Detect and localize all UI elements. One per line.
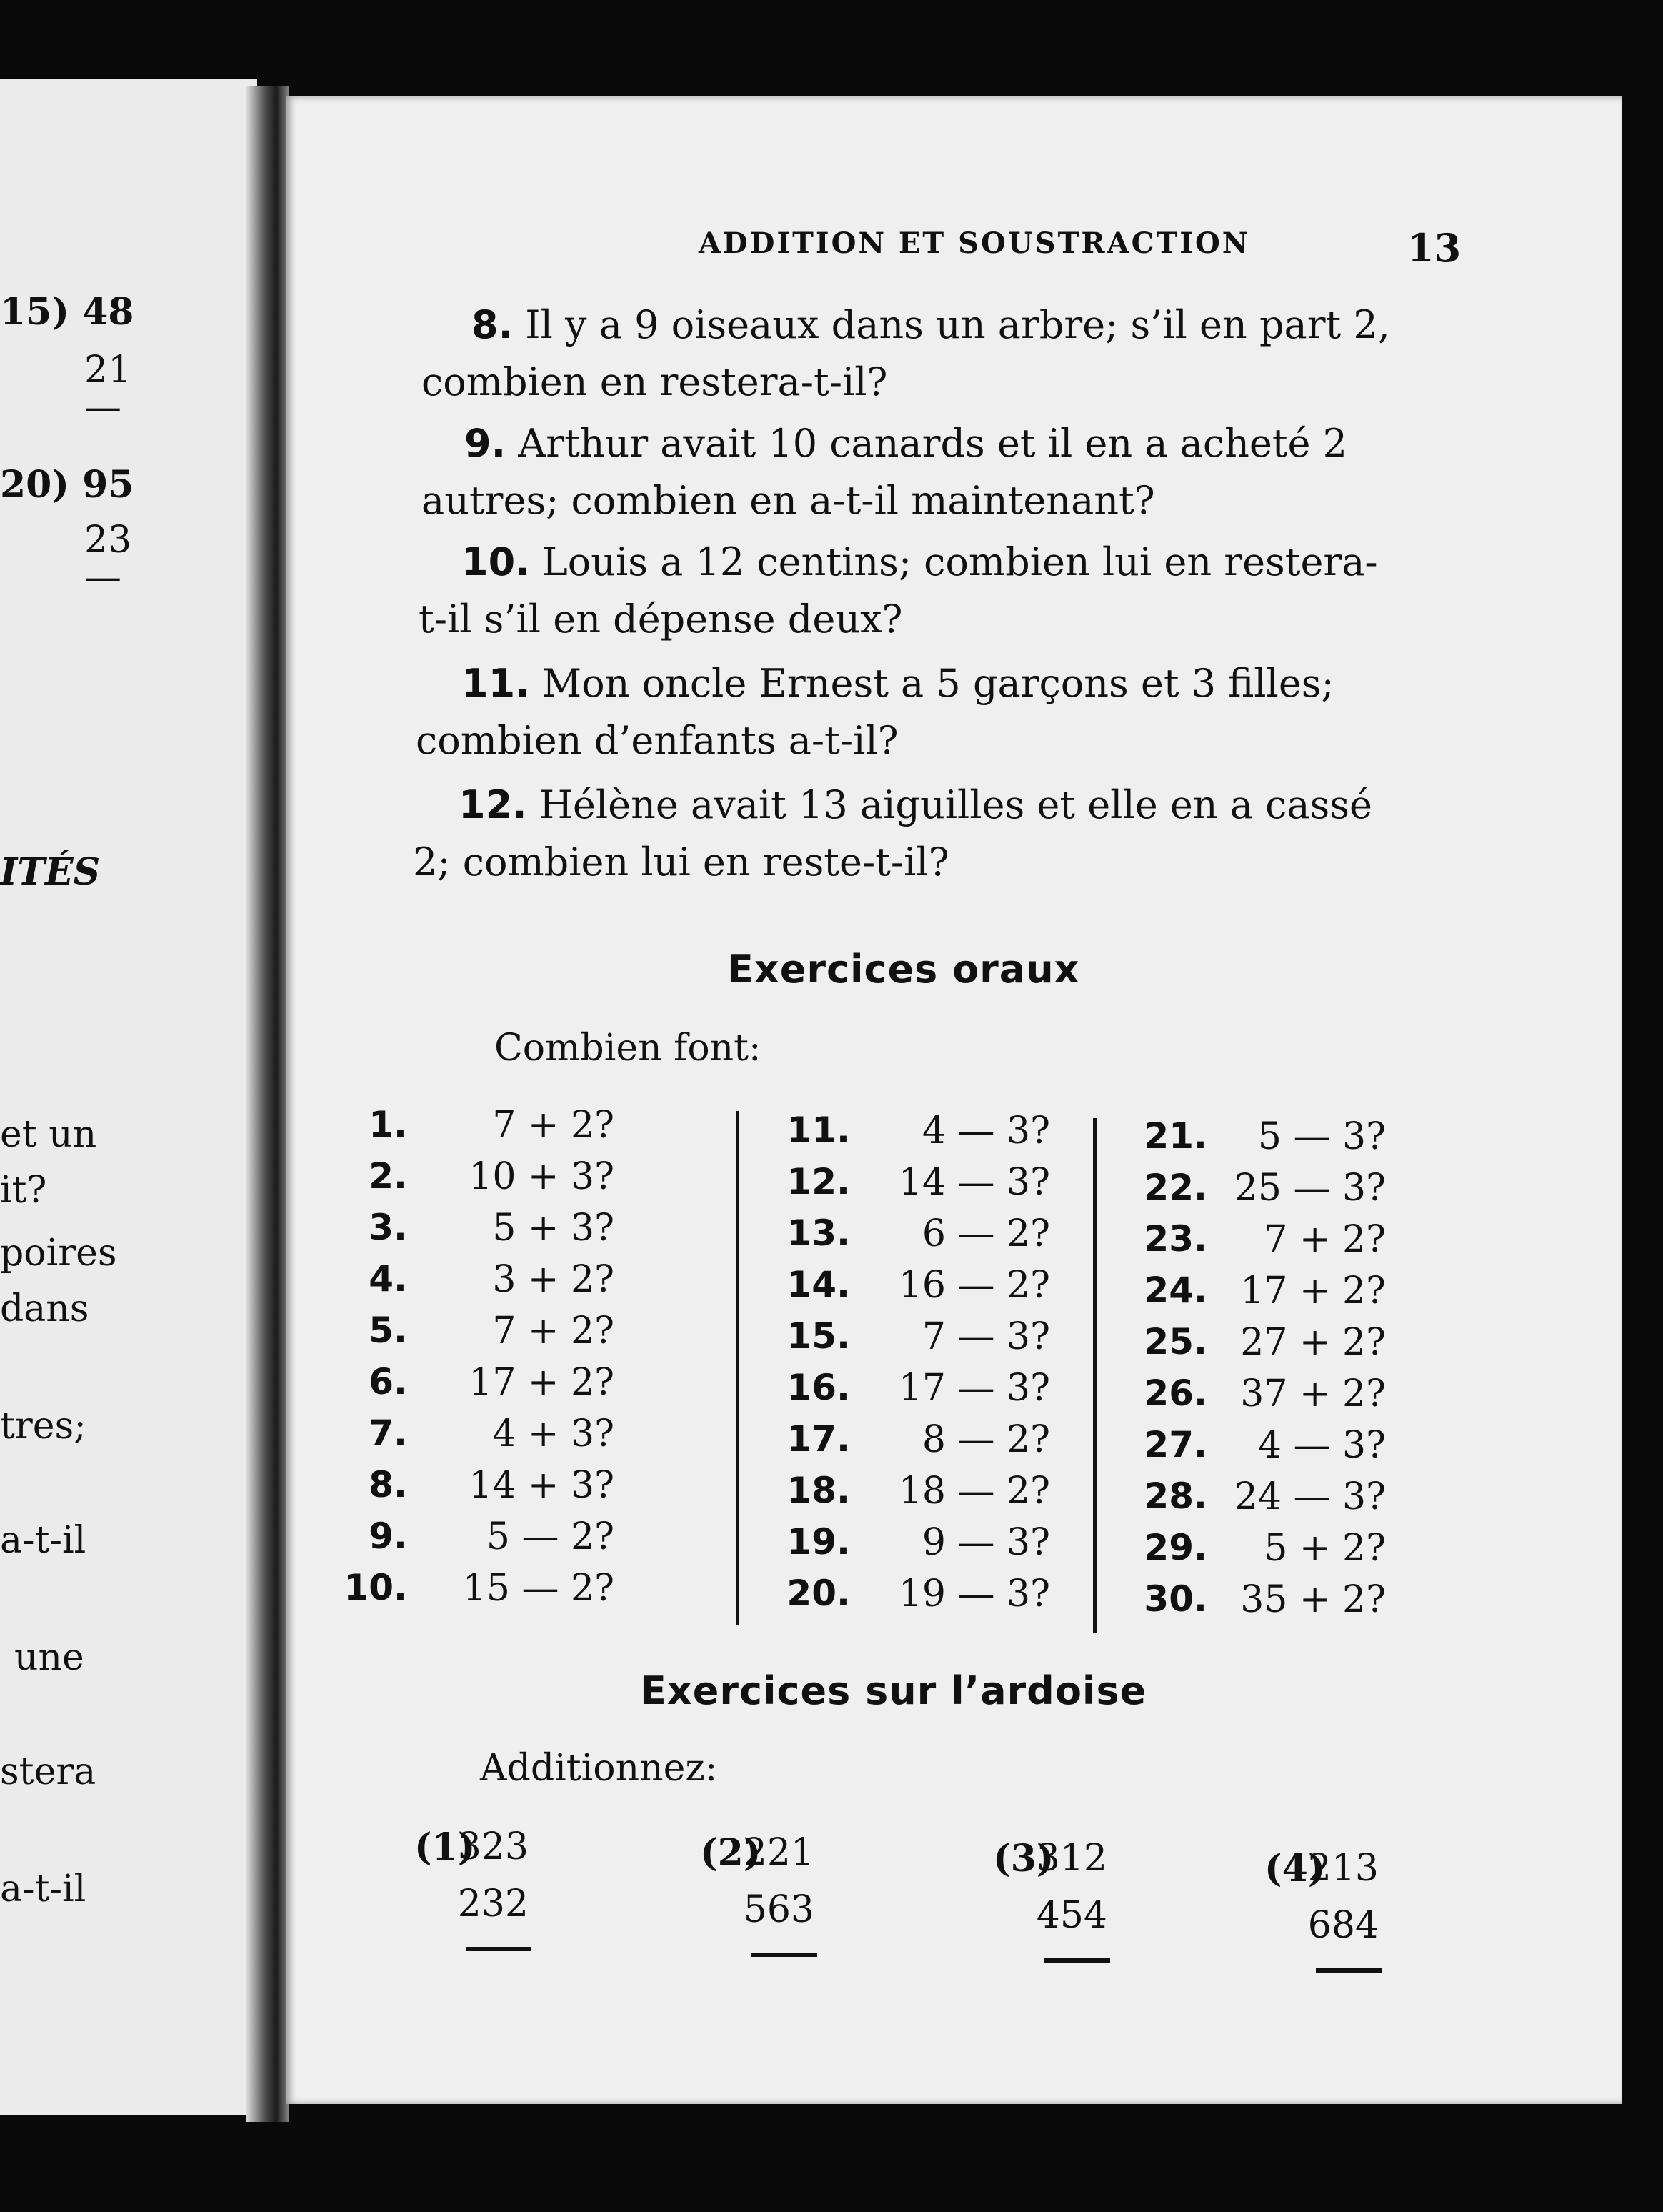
exercise-number: 2. — [369, 1155, 407, 1197]
exercise-expression: 24 — 3? — [1234, 1475, 1386, 1518]
exercise-number: 24. — [1144, 1270, 1207, 1311]
exercise-number: 7. — [369, 1413, 407, 1454]
left-page-line: 20) 95 — [0, 463, 134, 507]
oral-intro: Combien font: — [494, 1027, 761, 1070]
problem-text: t-il s’il en dépense deux? — [419, 597, 903, 642]
problem-number: 11. — [461, 661, 530, 706]
addend-top: 221 — [743, 1831, 814, 1874]
exercise-expression: 7 + 2? — [492, 1310, 614, 1352]
exercise-expression: 3 + 2? — [492, 1258, 614, 1301]
addend-bottom: 684 — [1307, 1904, 1379, 1947]
exercise-number: 3. — [369, 1207, 407, 1248]
problem-text: Louis a 12 centins; combien lui en restera- — [541, 539, 1378, 584]
section-title-slate: Exercices sur l’ardoise — [640, 1668, 1147, 1713]
sum-line — [1316, 1968, 1382, 1973]
addition-label: (2) — [700, 1831, 761, 1875]
left-page-line: stera — [0, 1750, 96, 1793]
exercise-number: 23. — [1144, 1218, 1207, 1260]
exercise-expression: 5 + 3? — [492, 1207, 614, 1250]
exercise-number: 20. — [786, 1573, 850, 1614]
problem-12 — [413, 777, 1438, 891]
exercise-number: 6. — [369, 1361, 407, 1403]
page-number: 13 — [1407, 225, 1462, 271]
exercise-number: 1. — [369, 1104, 407, 1145]
left-page-line: 15) 48 — [0, 290, 134, 334]
problem-number: 9. — [464, 421, 506, 466]
problem-text: Hélène avait 13 aiguilles et elle en a cassé — [539, 782, 1372, 827]
left-page-line: tres; — [0, 1405, 86, 1448]
problem-text: Arthur avait 10 canards et il en a acheté 2 — [518, 421, 1348, 466]
exercise-expression: 5 — 3? — [1257, 1115, 1386, 1158]
exercise-number: 4. — [369, 1258, 407, 1300]
exercise-expression: 6 — 2? — [922, 1212, 1050, 1255]
addend-top: 213 — [1307, 1847, 1379, 1890]
exercise-number: 28. — [1144, 1475, 1207, 1517]
column-divider — [736, 1111, 739, 1625]
exercise-number: 11. — [786, 1110, 850, 1151]
left-page-line: dans — [0, 1287, 89, 1330]
exercise-expression: 4 — 3? — [1257, 1424, 1386, 1467]
addend-bottom: 454 — [1036, 1894, 1107, 1937]
exercise-number: 22. — [1144, 1167, 1207, 1208]
exercise-expression: 17 + 2? — [469, 1361, 614, 1404]
left-page-line: et un — [0, 1113, 97, 1156]
exercise-expression: 35 + 2? — [1240, 1578, 1386, 1621]
left-page-line: poires — [0, 1232, 117, 1275]
addition-label: (1) — [414, 1825, 476, 1869]
exercise-number: 18. — [786, 1470, 850, 1511]
addition-label: (3) — [993, 1837, 1054, 1880]
exercise-expression: 4 — 3? — [922, 1110, 1050, 1152]
addend-bottom: 232 — [457, 1883, 529, 1925]
problem-text: autres; combien en a-t-il maintenant? — [421, 478, 1155, 523]
exercise-expression: 37 + 2? — [1240, 1372, 1386, 1415]
exercise-expression: 7 + 2? — [492, 1104, 614, 1147]
left-page-line: — — [84, 556, 121, 599]
exercise-expression: 5 + 2? — [1264, 1527, 1386, 1570]
exercise-number: 5. — [369, 1310, 407, 1351]
problem-10 — [419, 534, 1444, 648]
problem-text: 2; combien lui en reste-t-il? — [413, 840, 949, 885]
book-page — [286, 96, 1622, 2104]
left-page-line: it? — [0, 1169, 47, 1212]
exercise-number: 25. — [1144, 1321, 1207, 1362]
problem-text: combien d’enfants a-t-il? — [416, 718, 899, 763]
left-page-line: 21 — [84, 349, 132, 392]
left-page-line: 23 — [84, 519, 132, 562]
problem-11 — [416, 655, 1441, 769]
exercise-expression: 4 + 3? — [492, 1413, 614, 1455]
sum-line — [751, 1953, 817, 1957]
exercise-number: 14. — [786, 1264, 850, 1305]
left-page-line: a-t-il — [0, 1519, 86, 1562]
exercise-expression: 19 — 3? — [898, 1573, 1050, 1615]
exercise-number: 26. — [1144, 1372, 1207, 1414]
problem-number: 12. — [459, 782, 527, 827]
exercise-number: 16. — [786, 1367, 850, 1408]
addend-top: 312 — [1036, 1837, 1107, 1880]
exercise-number: 10. — [344, 1567, 407, 1608]
addition-label: (4) — [1264, 1847, 1326, 1890]
exercise-number: 27. — [1144, 1424, 1207, 1465]
exercise-expression: 17 — 3? — [898, 1367, 1050, 1410]
exercise-expression: 27 + 2? — [1240, 1321, 1386, 1364]
exercise-expression: 15 — 2? — [462, 1567, 614, 1610]
exercise-expression: 25 — 3? — [1234, 1167, 1386, 1210]
exercise-number: 8. — [369, 1464, 407, 1505]
left-page-line: une — [14, 1636, 84, 1679]
problem-text: Mon oncle Ernest a 5 garçons et 3 filles; — [541, 661, 1334, 706]
exercise-number: 15. — [786, 1315, 850, 1357]
running-head: ADDITION ET SOUSTRACTION — [699, 226, 1251, 260]
section-title-oral: Exercices oraux — [727, 947, 1080, 992]
left-page-line: a-t-il — [0, 1868, 86, 1910]
left-page-fragment — [0, 79, 257, 2115]
exercise-expression: 10 + 3? — [469, 1155, 614, 1198]
sum-line — [466, 1947, 531, 1951]
exercise-number: 9. — [369, 1515, 407, 1557]
exercise-expression: 8 — 2? — [922, 1418, 1050, 1461]
exercise-number: 12. — [786, 1161, 850, 1202]
exercise-number: 29. — [1144, 1527, 1207, 1568]
exercise-expression: 18 — 2? — [898, 1470, 1050, 1513]
addend-top: 323 — [457, 1825, 529, 1868]
exercise-expression: 5 — 2? — [486, 1515, 614, 1558]
exercise-number: 21. — [1144, 1115, 1207, 1157]
slate-intro: Additionnez: — [480, 1747, 718, 1790]
exercise-number: 30. — [1144, 1578, 1207, 1620]
column-divider — [1093, 1118, 1097, 1633]
left-page-line: — — [84, 386, 121, 429]
problem-9 — [421, 415, 1447, 529]
exercise-expression: 7 — 3? — [922, 1315, 1050, 1358]
book-gutter — [246, 86, 289, 2122]
addend-bottom: 563 — [743, 1888, 814, 1931]
exercise-expression: 9 — 3? — [922, 1521, 1050, 1564]
exercise-expression: 14 — 3? — [898, 1161, 1050, 1204]
exercise-number: 17. — [786, 1418, 850, 1460]
sum-line — [1044, 1958, 1110, 1963]
problem-number: 10. — [461, 539, 530, 584]
problem-text: Il y a 9 oiseaux dans un arbre; s’il en part 2, — [525, 302, 1390, 347]
exercise-number: 19. — [786, 1521, 850, 1563]
left-page-line: ITÉS — [0, 850, 101, 894]
exercise-expression: 7 + 2? — [1264, 1218, 1386, 1261]
exercise-number: 13. — [786, 1212, 850, 1254]
exercise-expression: 17 + 2? — [1240, 1270, 1386, 1312]
exercise-expression: 14 + 3? — [469, 1464, 614, 1507]
problem-8 — [421, 297, 1447, 411]
problem-number: 8. — [471, 302, 514, 347]
problem-text: combien en restera-t-il? — [421, 359, 888, 404]
exercise-expression: 16 — 2? — [898, 1264, 1050, 1307]
